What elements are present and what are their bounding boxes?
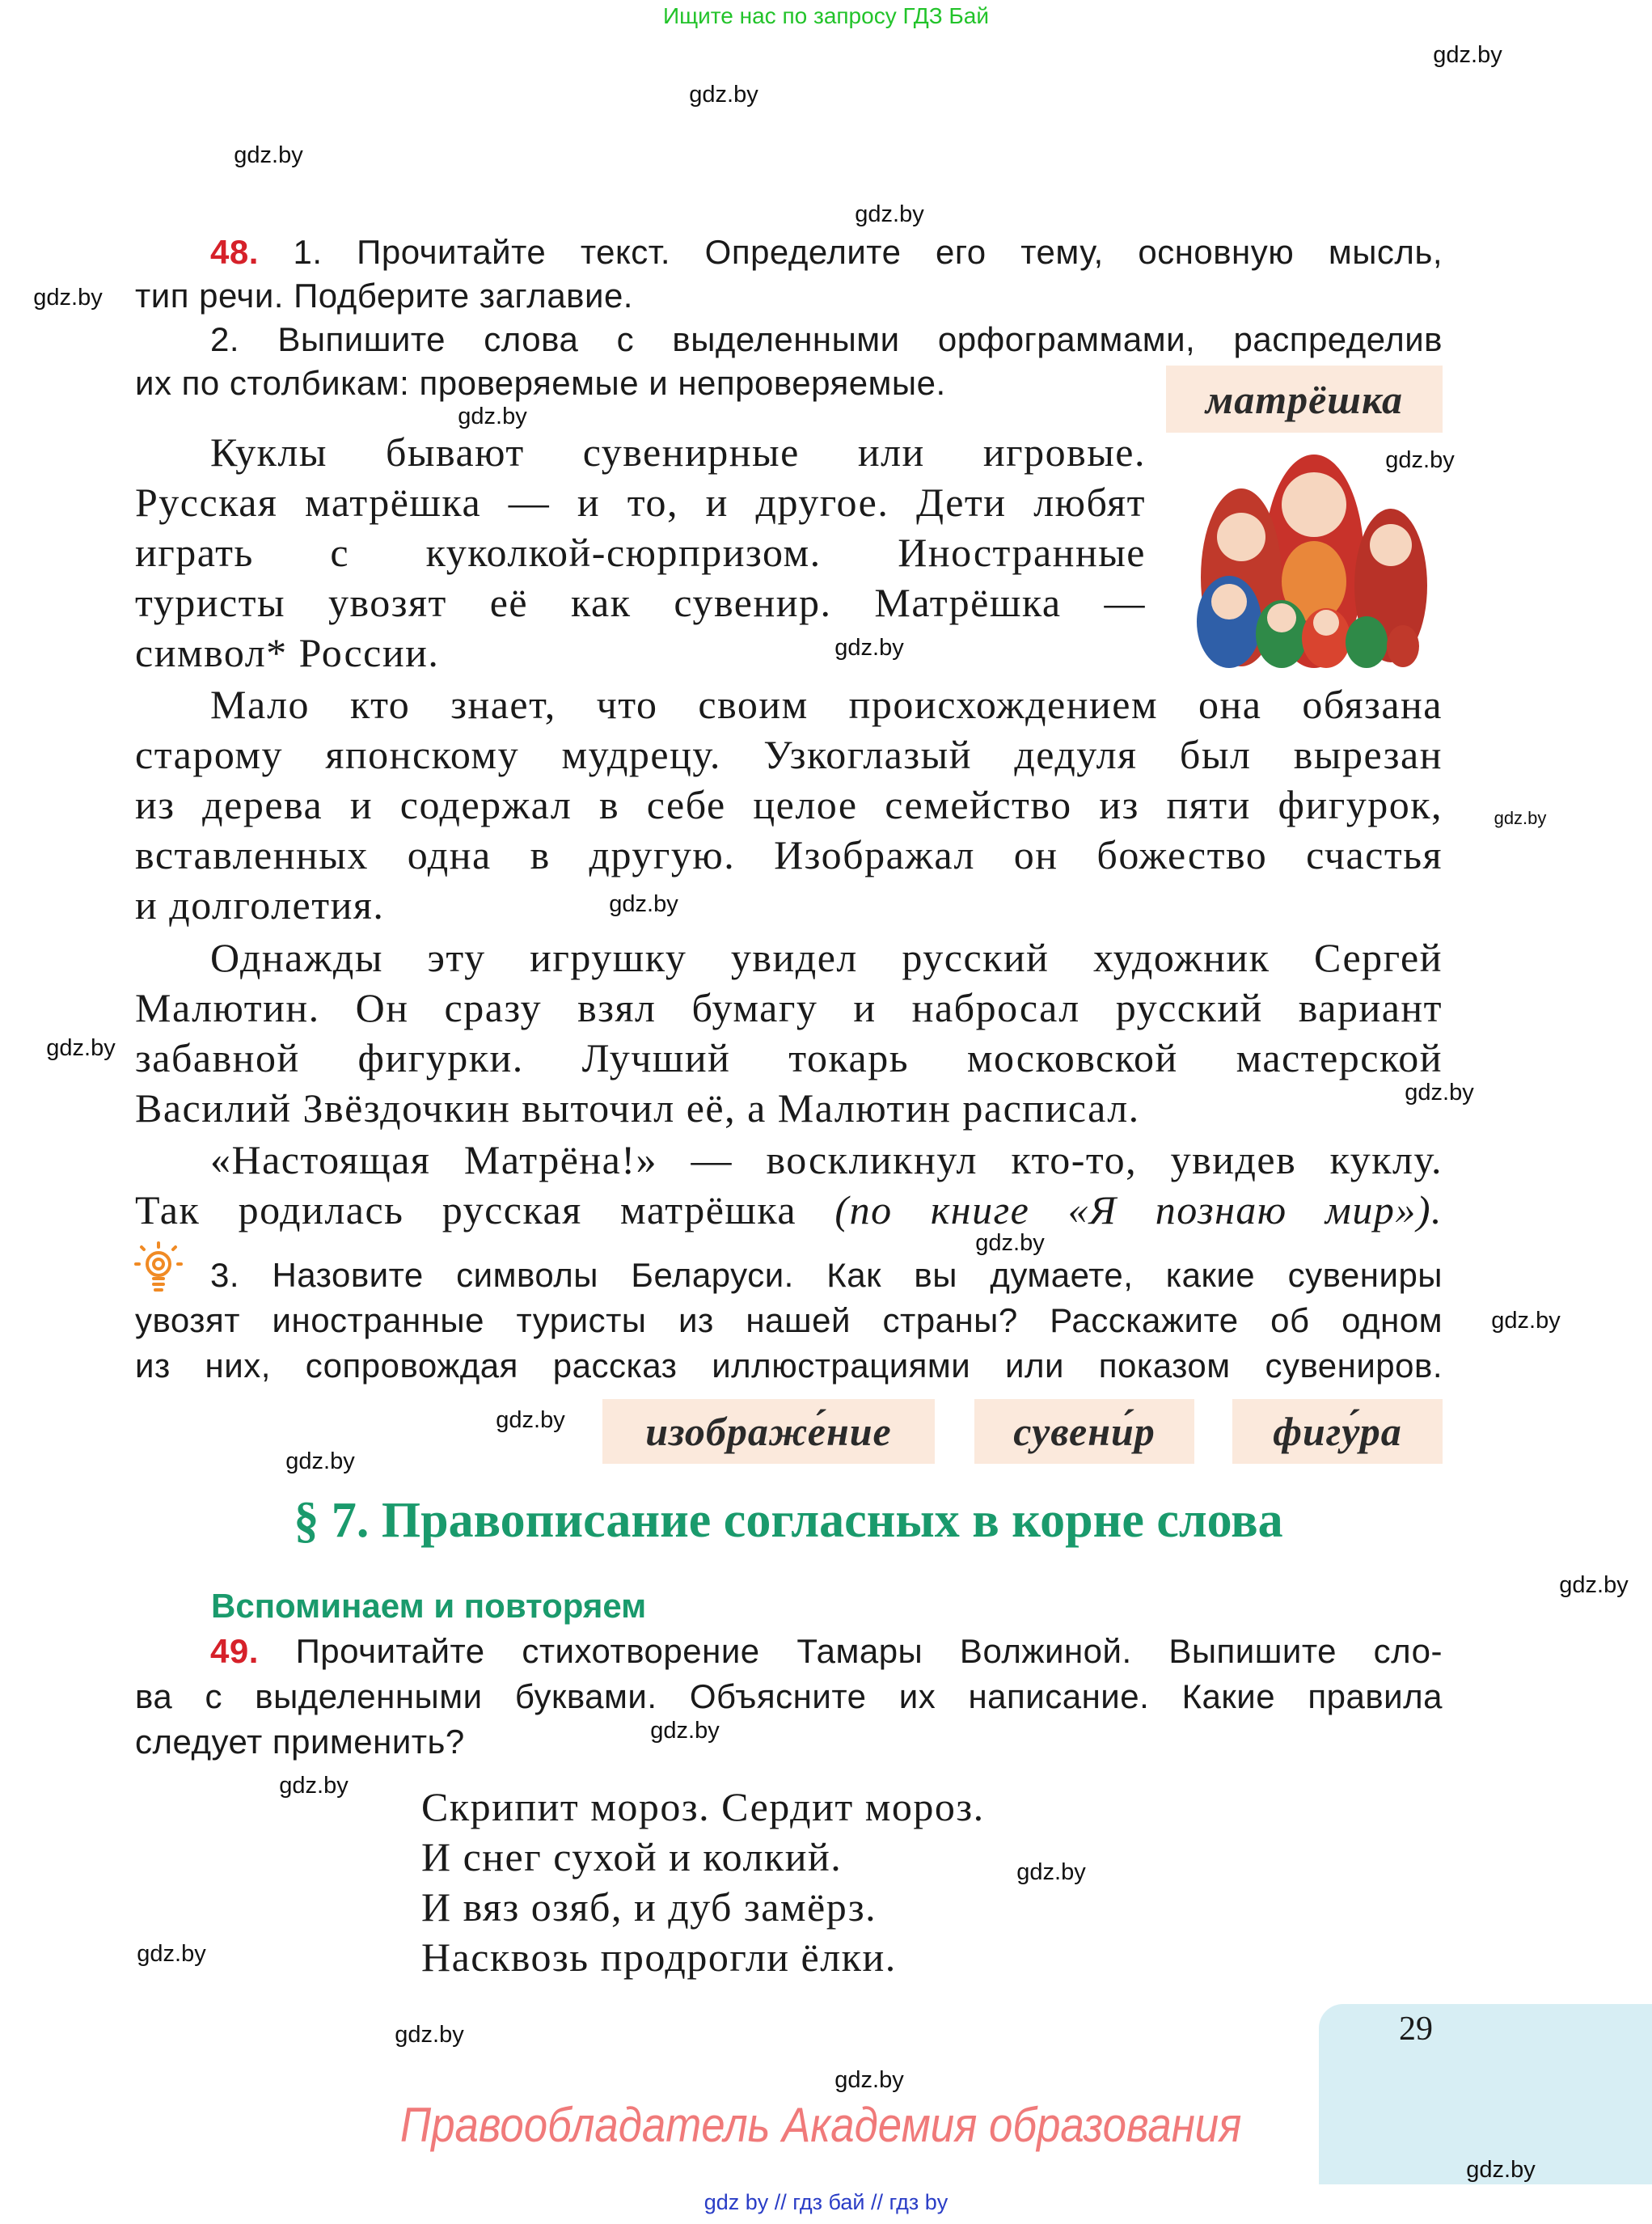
copyright-container — [0, 2099, 1641, 2152]
text-line: Так родилась русская матрёшка (по книге «Я познаю мир»). — [135, 1187, 1443, 1233]
text-line: Однажды эту игрушку увидел русский художник Сергей — [210, 935, 1443, 980]
watermark: gdz.by — [1491, 1308, 1561, 1334]
task49-number: 49. — [210, 1632, 259, 1670]
lightbulb-icon — [134, 1241, 183, 1300]
watermark: gdz.by — [137, 1941, 206, 1967]
watermark: gdz.by — [496, 1407, 565, 1433]
vocab-word-izobrazhenie: изображе́ние — [602, 1399, 935, 1464]
bottom-links[interactable]: gdz by // гдз бай // гдз by — [703, 2190, 949, 2214]
section-title: § 7. Правописание согласных в корне слова — [294, 1493, 1283, 1548]
text-line: Василий Звёздочкин выточил её, а Малютин расписал. — [135, 1085, 1140, 1131]
text-line: туристы увозят её как сувенир. Матрёшка — — [135, 580, 1146, 625]
text-line: Русская матрёшка — и то, и другое. Дети любят — [135, 480, 1146, 525]
task48-number: 48. — [210, 233, 259, 271]
watermark: gdz.by — [395, 2022, 464, 2048]
watermark: gdz.by — [855, 201, 924, 227]
page-number: 29 — [1399, 2010, 1433, 2048]
text-line: Куклы бывают сувенирные или игровые. — [210, 429, 1146, 475]
watermark: gdz.by — [834, 635, 904, 661]
poem-line: Насквозь продрогли ёлки. — [421, 1934, 897, 1980]
watermark: gdz.by — [1385, 447, 1455, 473]
watermark: gdz.by — [975, 1230, 1045, 1256]
watermark: gdz.by — [689, 82, 758, 108]
task48-part3-line-2: увозят иностранные туристы из нашей страны? Расскажите об одном — [135, 1301, 1443, 1339]
text-line: старому японскому мудрецу. Узкоглазый дедуля был вырезан — [135, 732, 1443, 777]
task48-part3-line-3: из них, сопровождая рассказ иллюстрациями или показом сувениров. — [135, 1347, 1443, 1385]
task48-part2-line-2: их по столбикам: проверяемые и непроверяемые. — [135, 364, 946, 402]
watermark: gdz.by — [1433, 42, 1502, 68]
text-line: Мало кто знает, что своим происхождением она обязана — [210, 682, 1443, 727]
poem-line: Скрипит мороз. Сердит мороз. — [421, 1784, 985, 1829]
text-line: символ* России. — [135, 630, 440, 675]
section-subtitle: Вспоминаем и повторяем — [211, 1587, 647, 1625]
watermark: gdz.by — [285, 1448, 355, 1474]
search-hint: Ищите нас по запросу ГДЗ Бай — [662, 3, 990, 28]
task48-part3-line-1: 3. Назовите символы Беларуси. Как вы думаете, какие сувениры — [210, 1256, 1443, 1294]
task49-line-2: ва с выделенными буквами. Объясните их написание. Какие правила — [135, 1677, 1443, 1715]
text-line: забавной фигурки. Лучший токарь московской мастерской — [135, 1035, 1443, 1080]
task48-line-2: тип речи. Подберите заглавие. — [135, 277, 633, 315]
poem-line: И снег сухой и колкий. — [421, 1834, 843, 1879]
watermark: gdz.by — [1494, 808, 1547, 828]
task48-part2-line-1: 2. Выпишите слова с выделенными орфограммами, распределив — [210, 320, 1443, 358]
source-citation: (по книге «Я познаю мир»). — [834, 1187, 1443, 1233]
vocab-word-suvenir: сувени́р — [974, 1399, 1194, 1464]
poem-line: И вяз озяб, и дуб замёрз. — [421, 1884, 877, 1930]
text-line: «Настоящая Матрёна!» — воскликнул кто-то, увидев куклу. — [210, 1137, 1443, 1182]
watermark: gdz.by — [33, 285, 103, 311]
matryoshka-dolls-image — [1185, 440, 1443, 668]
watermark: gdz.by — [1405, 1080, 1474, 1106]
text-line: вставленных одна в другую. Изображал он божество счастья — [135, 832, 1443, 877]
watermark: gdz.by — [650, 1718, 720, 1744]
watermark: gdz.by — [46, 1035, 116, 1061]
watermark: gdz.by — [458, 404, 527, 429]
text-line: играть с куколкой-сюрпризом. Иностранные — [135, 530, 1146, 575]
watermark: gdz.by — [1016, 1859, 1086, 1885]
text-line: Малютин. Он сразу взял бумагу и набросал русский вариант — [135, 985, 1443, 1030]
watermark: gdz.by — [834, 2067, 904, 2093]
watermark: gdz.by — [234, 142, 303, 168]
text-line: из дерева и содержал в себе целое семейство из пяти фигурок, — [135, 782, 1443, 827]
watermark: gdz.by — [279, 1773, 349, 1799]
task48-line-1: 48. 1. Прочитайте текст. Определите его тему, основную мысль, — [210, 233, 1443, 271]
task49-line-3: следует применить? — [135, 1723, 465, 1761]
watermark: gdz.by — [1559, 1572, 1629, 1598]
vocab-word-figura: фигу́ра — [1232, 1399, 1443, 1464]
vocab-word-matryoshka: матрёшка — [1166, 366, 1443, 433]
watermark: gdz.by — [609, 891, 678, 917]
task49-line-1: 49. Прочитайте стихотворение Тамары Волжиной. Выпишите сло- — [210, 1632, 1443, 1670]
copyright-notice: Правообладатель Академия образования — [399, 2098, 1242, 2152]
text-line: и долголетия. — [135, 882, 385, 928]
watermark: gdz.by — [1466, 2157, 1536, 2183]
